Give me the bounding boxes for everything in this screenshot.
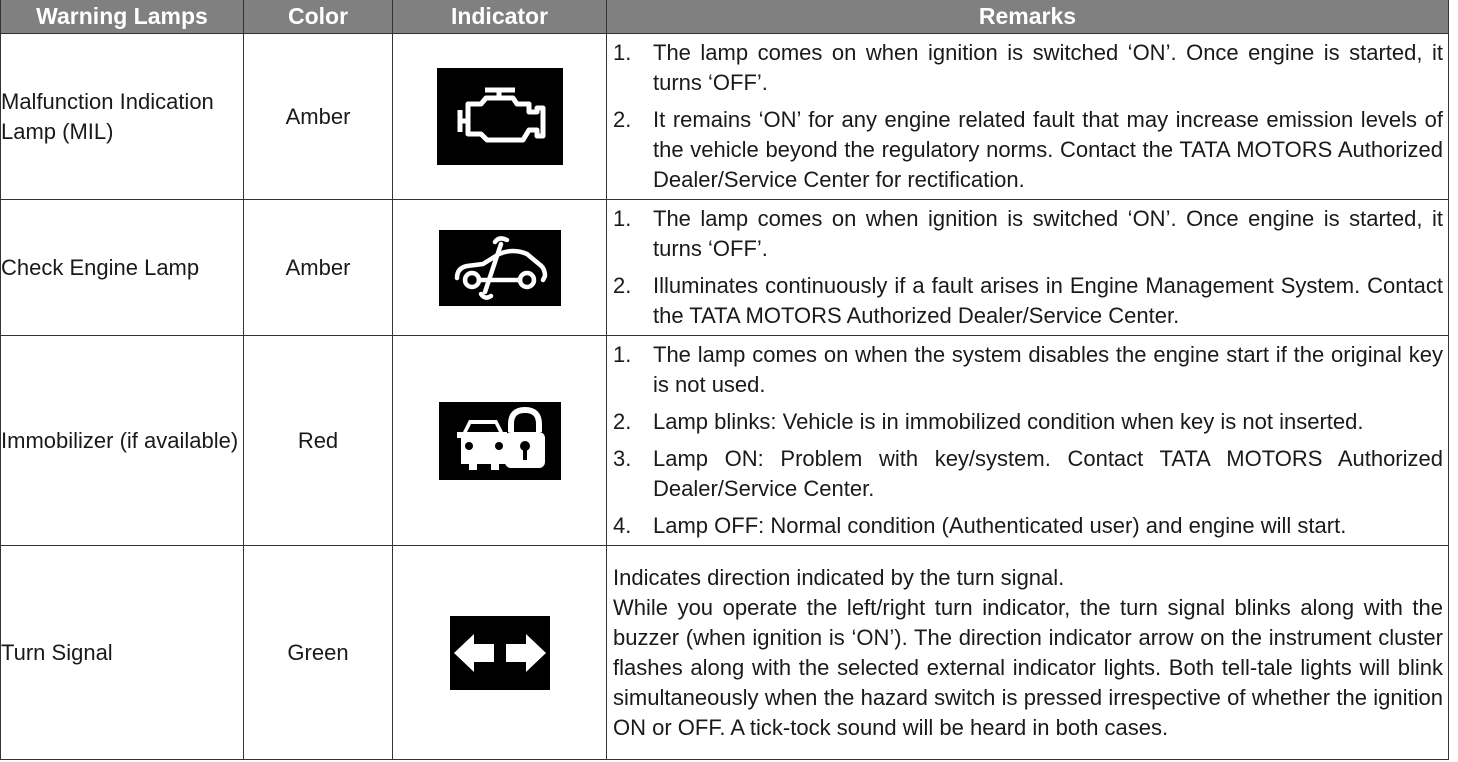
list-item: 2. Lamp blinks: Vehicle is in immobilized condition when key is not inserted.: [613, 409, 1364, 434]
list-item: 2. Illuminates continuously if a fault arises in Engine Management System. Contact the TATA MOTORS Authorized Dealer/Service Center.: [613, 273, 1443, 328]
remarks-cell: [607, 200, 1449, 336]
car-lock-icon: [439, 402, 561, 480]
table-row: [1, 546, 1449, 760]
lamp-name: Check Engine Lamp: [1, 200, 244, 336]
header-indicator: Indicator: [393, 0, 607, 34]
car-wrench-icon: [439, 230, 561, 306]
header-row: [1, 0, 1449, 34]
header-warning-lamps: Warning Lamps: [1, 0, 244, 34]
lamp-color: Green: [244, 546, 393, 760]
list-item: 1. The lamp comes on when the system disables the engine start if the original key is not used.: [613, 342, 1443, 397]
remarks-cell: [607, 546, 1449, 760]
indicator-cell: [393, 546, 607, 760]
header-color: Color: [244, 0, 393, 34]
list-item: 4. Lamp OFF: Normal condition (Authenticated user) and engine will start.: [613, 513, 1347, 538]
indicator-cell: [393, 200, 607, 336]
table-row: [1, 200, 1449, 336]
indicator-cell: [393, 34, 607, 200]
lamp-color: Amber: [244, 34, 393, 200]
lamp-name: Turn Signal: [1, 546, 244, 760]
table-row: [1, 336, 1449, 546]
engine-icon: [437, 68, 563, 165]
remarks-cell: [607, 34, 1449, 200]
header-remarks: Remarks: [607, 0, 1449, 34]
lamp-name: Immobilizer (if available): [1, 336, 244, 546]
remarks-cell: [607, 336, 1449, 546]
list-item: 1. The lamp comes on when ignition is switched ‘ON’. Once engine is started, it turns ‘OFF’.: [613, 206, 1443, 261]
list-item: 2. It remains ‘ON’ for any engine related fault that may increase emission levels of the vehicle beyond the regulatory norms. Contact the TATA MOTORS Authorized Dealer/Service Center for rectification.: [613, 107, 1443, 192]
list-item: 3. Lamp ON: Problem with key/system. Contact TATA MOTORS Authorized Dealer/Service Center.: [613, 446, 1443, 501]
lamp-color: Amber: [244, 200, 393, 336]
remarks-text: Indicates direction indicated by the turn signal. While you operate the left/right turn indicator, the turn signal blinks along with the buzzer (when ignition is ‘ON’). The direction indicator arrow on the instrument cluster flashes along with the selected external indicator lights. Both tell-tale lights will blink simultaneously when the hazard switch is pressed irrespective of whether the ignition ON or OFF. A tick-tock sound will be heard in both cases.: [613, 564, 1443, 740]
lamp-color: Red: [244, 336, 393, 546]
turn-arrows-icon: [450, 616, 550, 690]
list-item: 1. The lamp comes on when ignition is switched ‘ON’. Once engine is started, it turns ‘OFF’.: [613, 40, 1443, 95]
indicator-cell: [393, 336, 607, 546]
table-row: [1, 34, 1449, 200]
lamp-name: Malfunction Indication Lamp (MIL): [1, 34, 244, 200]
